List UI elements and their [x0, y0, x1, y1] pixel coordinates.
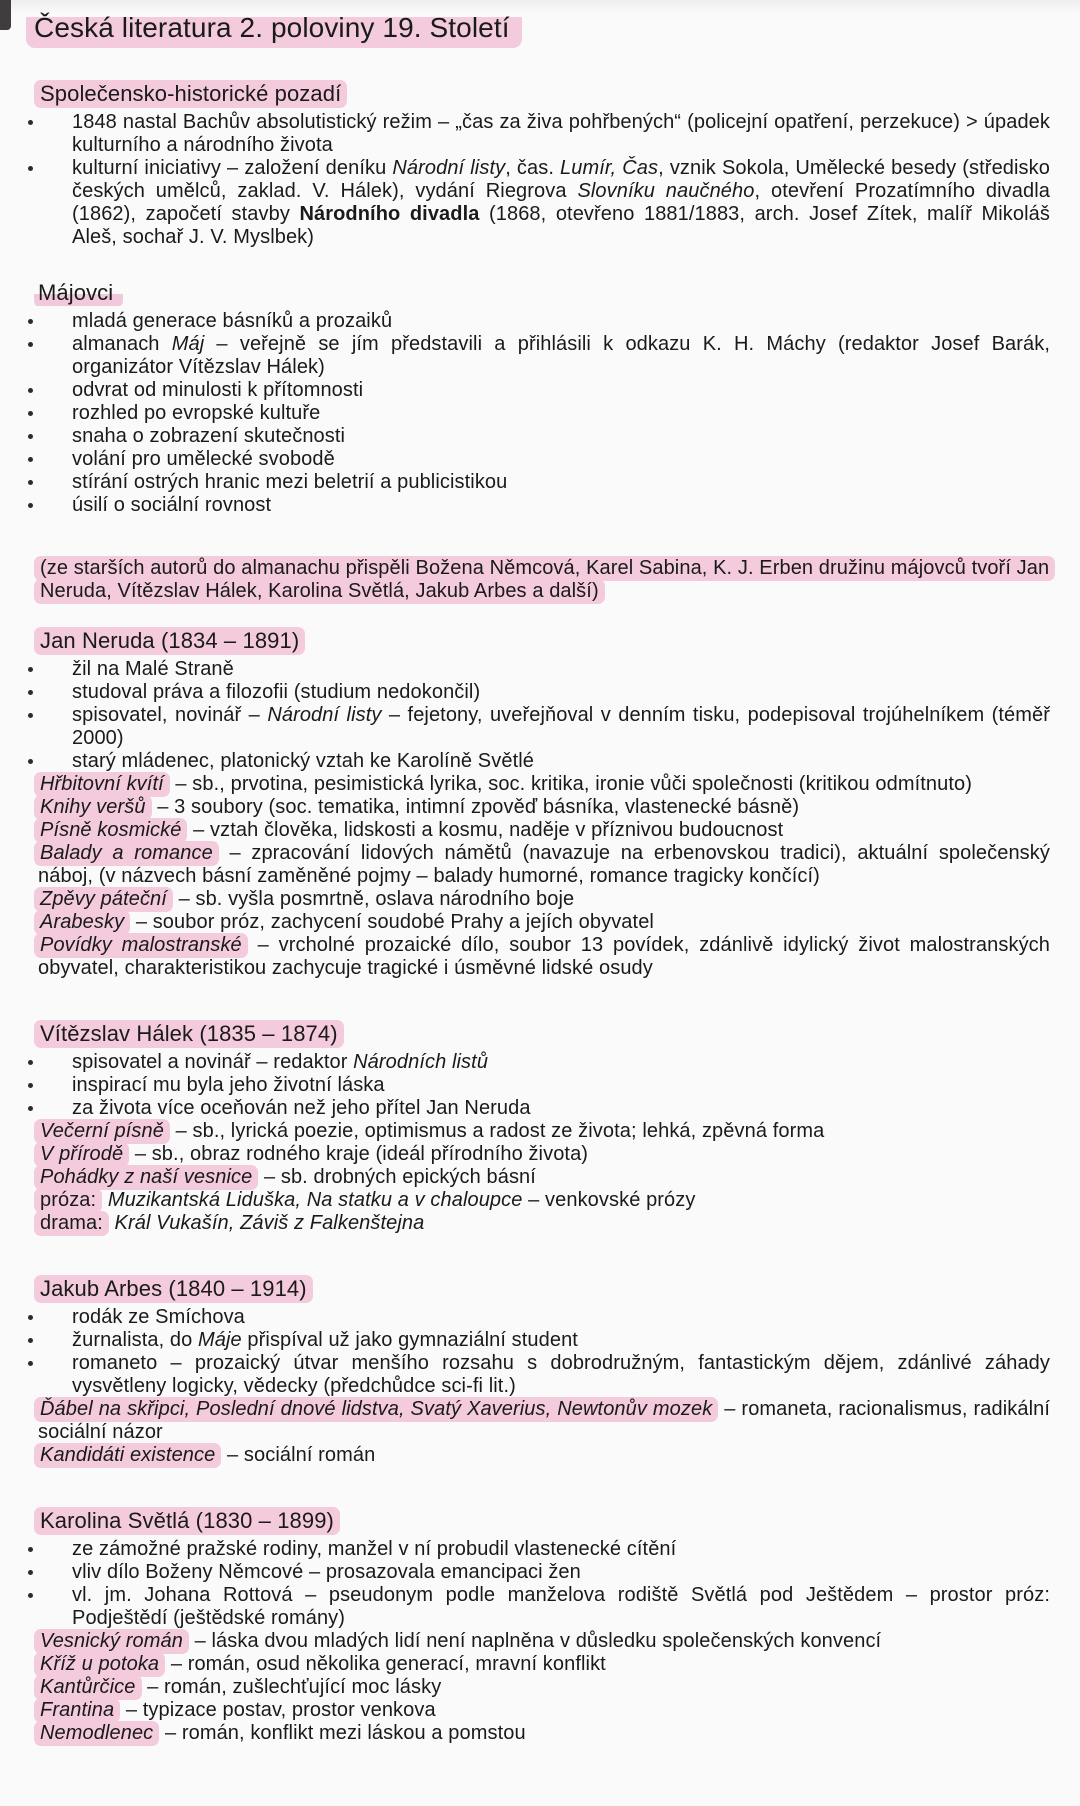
- text-segment: Večerní písně: [34, 1119, 170, 1144]
- text-segment: romaneto – prozaický útvar menšího rozsahu s dobrodružným, fantastickým dějem, zdánlivé záhady vysvětleny logicky, vědecky (předchůdce sci-fi lit.): [72, 1352, 1050, 1397]
- bullet-marker-icon: [28, 1083, 33, 1088]
- work-entry: [0, 819, 1080, 842]
- bullet-item: [0, 1097, 1080, 1120]
- text-segment: – vztah člověka, lidskosti a kosmu, naděje v příznivou budoucnost: [187, 819, 784, 841]
- bullet-item: [0, 1074, 1080, 1097]
- bullet-item: [0, 1561, 1080, 1584]
- section-heading: [0, 1275, 1080, 1302]
- text-segment: Společensko-historické pozadí: [34, 80, 347, 108]
- text-segment: Máj: [171, 333, 205, 355]
- text-segment: Ďábel na skřipci, Poslední dnové lidstva, Svatý Xaverius, Newtonův mozek: [34, 1397, 718, 1422]
- bullet-item: [0, 157, 1080, 249]
- bullet-marker-icon: [28, 434, 33, 439]
- text-segment: – typizace postav, prostor venkova: [120, 1699, 436, 1721]
- bullet-marker-icon: [28, 411, 33, 416]
- bullet-marker-icon: [28, 457, 33, 462]
- text-segment: – román, zušlechťující moc lásky: [141, 1676, 442, 1698]
- bullet-marker-icon: [28, 1338, 33, 1343]
- text-segment: Knihy veršů: [34, 795, 152, 820]
- text-segment: drama:: [34, 1211, 109, 1236]
- text-segment: próza:: [34, 1188, 102, 1213]
- text-segment: Frantina: [34, 1698, 120, 1723]
- bullet-marker-icon: [28, 1570, 33, 1575]
- text-segment: úsilí o sociální rovnost: [72, 494, 272, 516]
- work-entry: [0, 1143, 1080, 1166]
- bullet-item: [0, 448, 1080, 471]
- text-segment: – sb., lyrická poezie, optimismus a radost ze života; lehká, zpěvná forma: [169, 1120, 825, 1142]
- text-segment: – soubor próz, zachycení soudobé Prahy a jejích obyvatel: [130, 911, 654, 933]
- text-segment: Národní listy: [267, 704, 382, 726]
- work-entry: [0, 1722, 1080, 1745]
- text-segment: snaha o zobrazení skutečnosti: [72, 425, 346, 447]
- text-segment: za života více oceňován než jeho přítel Jan Neruda: [72, 1097, 531, 1119]
- text-segment: Vítězslav Hálek (1835 – 1874): [34, 1020, 344, 1048]
- text-segment: – sb., prvotina, pesimistická lyrika, soc. kritika, ironie vůči společnosti (kritikou odmítnuto): [169, 773, 972, 795]
- text-segment: – fejetony, uveřejňoval v denním tisku, podepisoval trojúhelníkem (téměř 2000): [72, 704, 1050, 749]
- scan-artifact-icon: [0, 0, 11, 30]
- bullet-item: [0, 1051, 1080, 1074]
- bullet-item: [0, 333, 1080, 379]
- bullet-marker-icon: [28, 1547, 33, 1552]
- work-entry: [0, 1212, 1080, 1235]
- text-segment: (ze starších autorů do almanachu přispěli Božena Němcová, Karel Sabina, K. J. Erben družinu májovců tvoří Jan Neruda, Vítězslav Hálek, Karolina Světlá, Jakub Arbes a další): [34, 556, 1055, 604]
- work-entry: [0, 1444, 1080, 1467]
- bullet-marker-icon: [28, 319, 33, 324]
- text-segment: mladá generace básníků a prozaiků: [72, 310, 393, 332]
- document-content: [0, 10, 1080, 1745]
- section-heading: [0, 627, 1080, 654]
- text-segment: Vesnický román: [34, 1629, 189, 1654]
- text-segment: ze zámožné pražské rodiny, manžel v ní probudil vlastenecké cítění: [72, 1538, 677, 1560]
- bullet-item: [0, 471, 1080, 494]
- text-segment: vliv dílo Boženy Němcové – prosazovala emancipaci žen: [72, 1561, 581, 1583]
- work-entry: [0, 934, 1080, 980]
- text-segment: Jakub Arbes (1840 – 1914): [34, 1275, 313, 1303]
- bullet-item: [0, 750, 1080, 773]
- text-segment: inspirací mu byla jeho životní láska: [72, 1074, 385, 1096]
- work-entry: [0, 842, 1080, 888]
- bullet-marker-icon: [28, 667, 33, 672]
- text-segment: rodák ze Smíchova: [72, 1306, 245, 1328]
- bullet-marker-icon: [28, 759, 33, 764]
- text-segment: odvrat od minulosti k přítomnosti: [72, 379, 364, 401]
- text-segment: , čas.: [505, 157, 561, 179]
- work-entry: [0, 1398, 1080, 1444]
- work-entry: [0, 1653, 1080, 1676]
- bullet-marker-icon: [28, 166, 33, 171]
- bullet-item: [0, 704, 1080, 750]
- text-segment: – román, osud několika generací, mravní konflikt: [165, 1653, 606, 1675]
- text-segment: přispíval už jako gymnaziální student: [241, 1329, 578, 1351]
- text-segment: – sociální román: [221, 1444, 376, 1466]
- text-segment: Písně kosmické: [34, 818, 187, 843]
- bullet-marker-icon: [28, 503, 33, 508]
- text-segment: Kantůrčice: [34, 1675, 142, 1700]
- text-segment: stírání ostrých hranic mezi beletrií a publicistikou: [72, 471, 508, 493]
- bullet-item: [0, 681, 1080, 704]
- work-entry: [0, 911, 1080, 934]
- text-segment: – sb., obraz rodného kraje (ideál přírodního života): [129, 1143, 589, 1165]
- bullet-item: [0, 1352, 1080, 1398]
- text-segment: Karolina Světlá (1830 – 1899): [34, 1507, 340, 1535]
- text-segment: Májovci: [34, 280, 123, 307]
- text-segment: , vznik Sokola, Umělecké besedy (středisko českých umělců, zaklad. V. Hálek), vydání Riegrova: [72, 157, 1050, 202]
- text-segment: Česká literatura 2. poloviny 19. Století: [26, 10, 522, 48]
- text-segment: Pohádky z naší vesnice: [34, 1165, 258, 1190]
- text-segment: Arabesky: [34, 910, 130, 935]
- bullet-marker-icon: [28, 342, 33, 347]
- text-segment: – sb. drobných epických básní: [258, 1166, 536, 1188]
- bullet-item: [0, 379, 1080, 402]
- bullet-marker-icon: [28, 388, 33, 393]
- bullet-item: [0, 111, 1080, 157]
- text-segment: Muzikantská Liduška, Na statku a v chaloupce: [107, 1189, 523, 1211]
- text-segment: (1868, otevřeno 1881/1883, arch. Josef Zítek, malíř Mikoláš Aleš, sochař J. V. Myslbek): [72, 203, 1050, 248]
- bullet-item: [0, 425, 1080, 448]
- bullet-item: [0, 1306, 1080, 1329]
- text-segment: – 3 soubory (soc. tematika, intimní zpověď básníka, vlastenecké básně): [151, 796, 800, 818]
- text-segment: Národních listů: [353, 1051, 489, 1073]
- text-segment: rozhled po evropské kultuře: [72, 402, 321, 424]
- work-entry: [0, 796, 1080, 819]
- bullet-marker-icon: [28, 690, 33, 695]
- text-segment: Lumír, Čas: [560, 157, 659, 179]
- text-segment: 1848 nastal Bachův absolutistický režim – „čas za živa pohřbených“ (policejní opatření, perzekuce) > úpadek kulturního a národního života: [72, 111, 1050, 156]
- text-segment: Nemodlenec: [34, 1721, 159, 1746]
- text-segment: – vrcholné prozaické dílo, soubor 13 povídek, zdánlivě idylický život malostranských obyvatel, charakteristikou zachycuje tragické i úsměvné lidské osudy: [38, 934, 1050, 979]
- section-heading: [0, 80, 1080, 107]
- text-segment: Kříž u potoka: [34, 1652, 165, 1677]
- bullet-item: [0, 310, 1080, 333]
- text-segment: Slovníku naučného: [577, 180, 755, 202]
- text-segment: – romaneta, racionalismus, radikální sociální názor: [38, 1398, 1050, 1443]
- work-entry: [0, 773, 1080, 796]
- text-segment: – sb. vyšla posmrtně, oslava národního boje: [172, 888, 575, 910]
- text-segment: Národního divadla: [299, 203, 480, 225]
- text-segment: žurnalista, do: [72, 1329, 199, 1351]
- text-segment: Národní listy: [392, 157, 506, 179]
- text-segment: vl. jm. Johana Rottová – pseudonym podle manželova rodiště Světlá pod Ještědem – prostor próz: Podještědí (ještědské romány): [72, 1584, 1050, 1629]
- text-segment: , otevření Prozatímního divadla (1862), započetí stavby: [72, 180, 1050, 225]
- work-entry: [0, 1676, 1080, 1699]
- work-entry: [0, 888, 1080, 911]
- text-segment: žil na Malé Straně: [72, 658, 234, 680]
- section-heading: [0, 279, 1080, 306]
- bullet-item: [0, 402, 1080, 425]
- text-segment: Povídky malostranské: [34, 933, 248, 958]
- text-segment: spisovatel, novinář –: [72, 704, 268, 726]
- work-entry: [0, 1189, 1080, 1212]
- paragraph: [0, 557, 1080, 603]
- bullet-marker-icon: [28, 480, 33, 485]
- text-segment: Zpěvy páteční: [34, 887, 173, 912]
- work-entry: [0, 1630, 1080, 1653]
- text-segment: spisovatel a novinář – redaktor: [72, 1051, 354, 1073]
- text-segment: Král Vukašín, Záviš z Falkenštejna: [114, 1212, 425, 1234]
- text-segment: almanach: [72, 333, 172, 355]
- bullet-marker-icon: [28, 1106, 33, 1111]
- text-segment: Balady a romance: [34, 841, 219, 866]
- text-segment: kulturní iniciativy – založení deníku: [72, 157, 393, 179]
- section-heading: [0, 1507, 1080, 1534]
- bullet-item: [0, 1538, 1080, 1561]
- text-segment: Kandidáti existence: [34, 1443, 221, 1468]
- bullet-marker-icon: [28, 1315, 33, 1320]
- text-segment: – venkovské prózy: [522, 1189, 696, 1211]
- text-segment: – zpracování lidových námětů (navazuje na erbenovskou tradici), aktuální společenský náboj, (v názvech básní zaměněné pojmy – balady humorné, romance tragicky končící): [38, 842, 1050, 887]
- bullet-marker-icon: [28, 1593, 33, 1598]
- text-segment: studoval práva a filozofii (studium nedokončil): [72, 681, 481, 703]
- bullet-marker-icon: [28, 1060, 33, 1065]
- bullet-marker-icon: [28, 120, 33, 125]
- work-entry: [0, 1120, 1080, 1143]
- text-segment: V přírodě: [34, 1142, 129, 1167]
- text-segment: – veřejně se jím představili a přihlásili k odkazu K. H. Máchy (redaktor Josef Barák, organizátor Vítězslav Hálek): [72, 333, 1050, 378]
- text-segment: – román, konflikt mezi láskou a pomstou: [159, 1722, 526, 1744]
- text-segment: Jan Neruda (1834 – 1891): [34, 627, 305, 655]
- text-segment: volání pro umělecké svobodě: [72, 448, 335, 470]
- work-entry: [0, 1699, 1080, 1722]
- page-title: [0, 10, 1080, 46]
- work-entry: [0, 1166, 1080, 1189]
- bullet-item: [0, 658, 1080, 681]
- bullet-marker-icon: [28, 713, 33, 718]
- bullet-item: [0, 1329, 1080, 1352]
- text-segment: starý mládenec, platonický vztah ke Karolíně Světlé: [72, 750, 534, 772]
- text-segment: Hřbitovní kvítí: [34, 772, 170, 797]
- bullet-marker-icon: [28, 1361, 33, 1366]
- text-segment: – láska dvou mladých lidí není naplněna v důsledku společenských konvencí: [188, 1630, 882, 1652]
- bullet-item: [0, 494, 1080, 517]
- text-segment: Máje: [198, 1329, 242, 1351]
- bullet-item: [0, 1584, 1080, 1630]
- section-heading: [0, 1020, 1080, 1047]
